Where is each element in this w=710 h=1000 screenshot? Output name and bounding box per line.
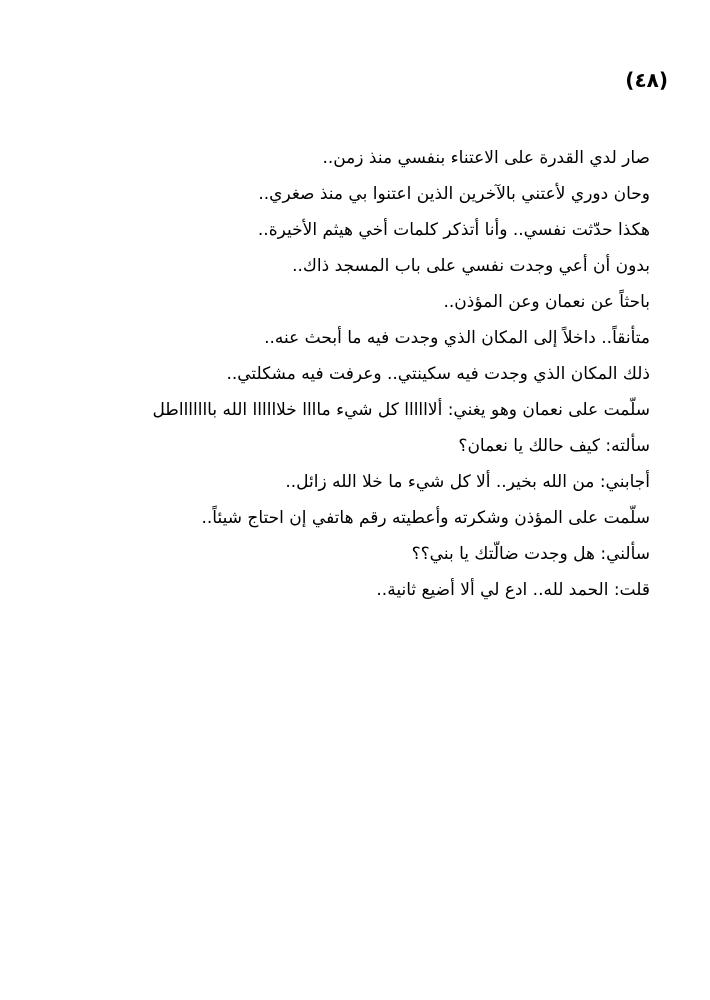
text-line: قلت: الحمد لله.. ادع لي ألا أضيع ثانية.. — [376, 580, 650, 600]
text-line: سلّمت على نعمان وهو يغني: ألاااااا كل شيء ماااا خلاااااا الله باااااااطل — [152, 400, 650, 420]
text-line: ذلك المكان الذي وجدت فيه سكينتي.. وعرفت فيه مشكلتي.. — [226, 364, 650, 384]
text-line: باحثاً عن نعمان وعن المؤذن.. — [443, 292, 650, 312]
text-line: سلّمت على المؤذن وشكرته وأعطيته رقم هاتفي إن احتاج شيئاً.. — [201, 508, 650, 528]
text-line: صار لدي القدرة على الاعتناء بنفسي منذ زمن.. — [322, 148, 650, 168]
text-line: هكذا حدّثت نفسي.. وأنا أتذكر كلمات أخي هيثم الأخيرة.. — [257, 220, 650, 240]
text-line: أجابني: من الله بخير.. ألا كل شيء ما خلا الله زائل.. — [285, 472, 650, 492]
page-number: (٤٨) — [625, 68, 668, 92]
text-line: متأنقاً.. داخلاً إلى المكان الذي وجدت فيه ما أبحث عنه.. — [264, 328, 650, 348]
text-line: سألني: هل وجدت ضالّتك يا بني؟؟ — [411, 544, 650, 564]
text-line: سألته: كيف حالك يا نعمان؟ — [458, 436, 650, 456]
text-line: وحان دوري لأعتني بالآخرين الذين اعتنوا بي منذ صغري.. — [258, 184, 650, 204]
text-line: بدون أن أعي وجدت نفسي على باب المسجد ذاك.. — [292, 256, 650, 276]
text-body — [90, 140, 650, 608]
